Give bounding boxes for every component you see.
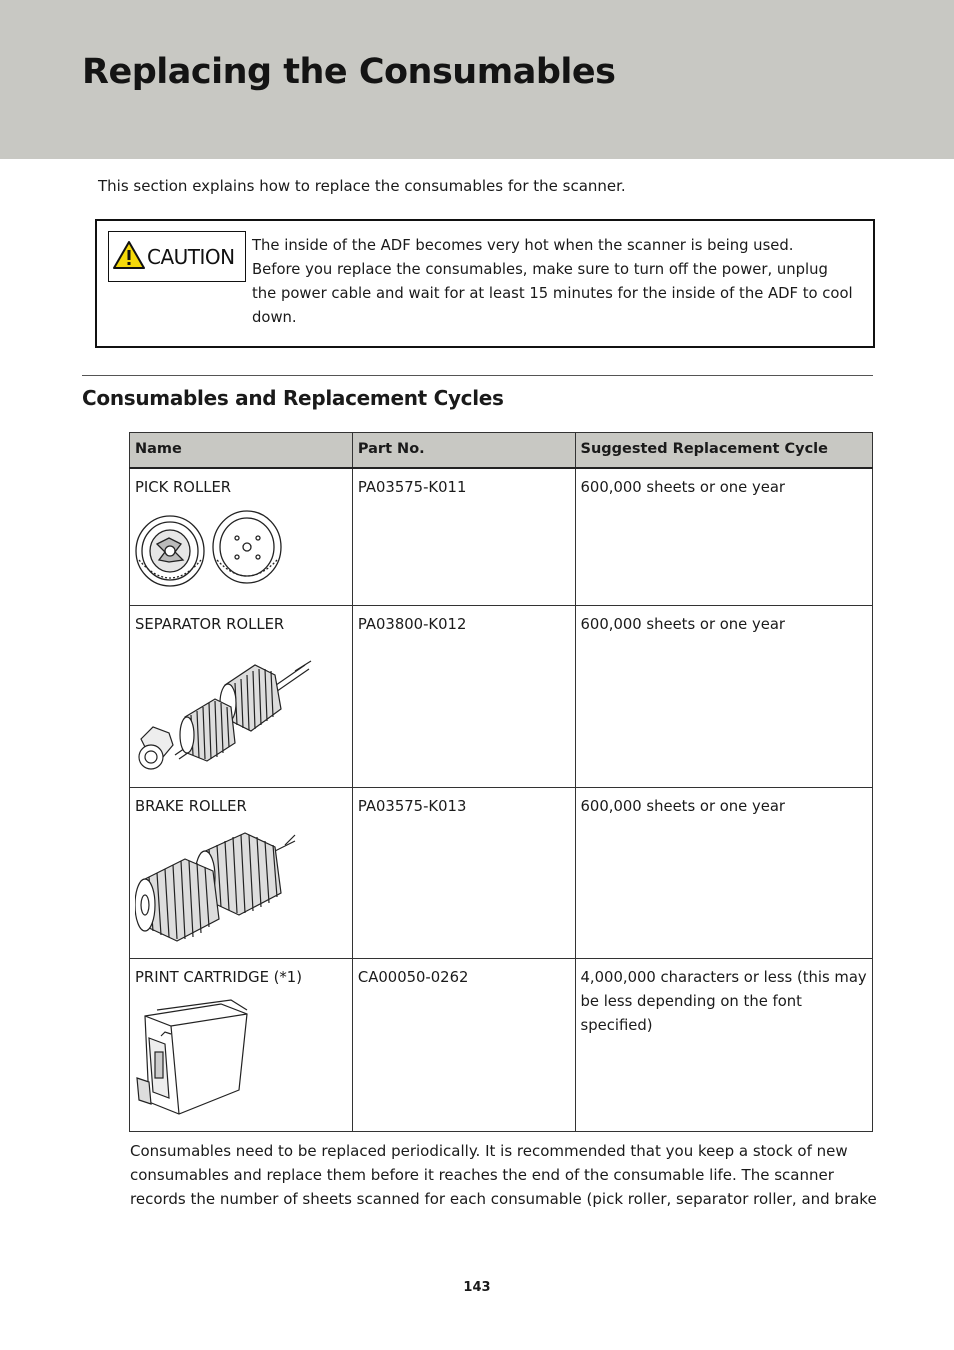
consumable-name: PICK ROLLER (135, 478, 232, 496)
consumable-name: BRAKE ROLLER (135, 798, 247, 815)
column-header-part-no: Part No. (352, 433, 575, 468)
cycle-line: specified) (580, 1017, 653, 1034)
caution-line: the power cable and wait for at least 15 minutes for the inside of the ADF to cool (252, 285, 853, 302)
name-cell (130, 788, 353, 959)
name-cell (130, 959, 353, 1132)
caution-line: The inside of the ADF becomes very hot when the scanner is being used. (252, 237, 794, 254)
table-row (130, 468, 873, 606)
part-number-cell: CA00050-0262 (352, 959, 575, 1132)
consumable-name: SEPARATOR ROLLER (135, 616, 285, 633)
table-header-row (130, 433, 873, 468)
table-row (130, 788, 873, 959)
cycle-line: 600,000 sheets or one year (580, 616, 785, 633)
caution-message (252, 234, 867, 330)
caution-box (95, 219, 875, 348)
brake-roller-illustration (135, 827, 300, 947)
cycle-line: 600,000 sheets or one year (580, 478, 785, 496)
body-line: Consumables need to be replaced periodically. It is recommended that you keep a stock of new (130, 1142, 848, 1160)
separator-roller-illustration (135, 645, 315, 775)
print-cartridge-illustration (135, 998, 255, 1116)
page-title: Replacing the Consumables (82, 52, 616, 92)
section-divider (82, 375, 873, 376)
part-number-cell: PA03575-K011 (352, 468, 575, 606)
cycle-line: 600,000 sheets or one year (580, 798, 785, 815)
cycle-cell (575, 959, 873, 1132)
body-line: consumables and replace them before it reaches the end of the consumable life. The scanner (130, 1166, 834, 1184)
caution-line: Before you replace the consumables, make sure to turn off the power, unplug (252, 261, 828, 278)
name-cell (130, 468, 353, 606)
part-number-cell: PA03575-K013 (352, 788, 575, 959)
cycle-cell (575, 788, 873, 959)
name-cell (130, 606, 353, 788)
pick-roller-illustration (135, 508, 285, 590)
table-row (130, 959, 873, 1132)
caution-badge (108, 231, 246, 282)
part-number-cell: PA03800-K012 (352, 606, 575, 788)
consumables-table (129, 432, 873, 1132)
section-title: Consumables and Replacement Cycles (82, 386, 504, 410)
caution-line: down. (252, 309, 297, 326)
column-header-cycle: Suggested Replacement Cycle (575, 433, 873, 468)
column-header-name: Name (130, 433, 353, 468)
body-line: records the number of sheets scanned for each consumable (pick roller, separator roller, and brake (130, 1190, 877, 1208)
body-paragraph (130, 1139, 875, 1211)
warning-triangle-icon (112, 240, 146, 274)
page-number: 143 (463, 1280, 491, 1295)
intro-text: This section explains how to replace the consumables for the scanner. (98, 177, 626, 195)
cycle-cell (575, 606, 873, 788)
consumable-name: PRINT CARTRIDGE (*1) (135, 969, 302, 986)
cycle-line: be less depending on the font (580, 993, 802, 1010)
cycle-cell (575, 468, 873, 606)
caution-label: CAUTION (147, 244, 235, 269)
cycle-line: 4,000,000 characters or less (this may (580, 969, 867, 986)
table-row (130, 606, 873, 788)
